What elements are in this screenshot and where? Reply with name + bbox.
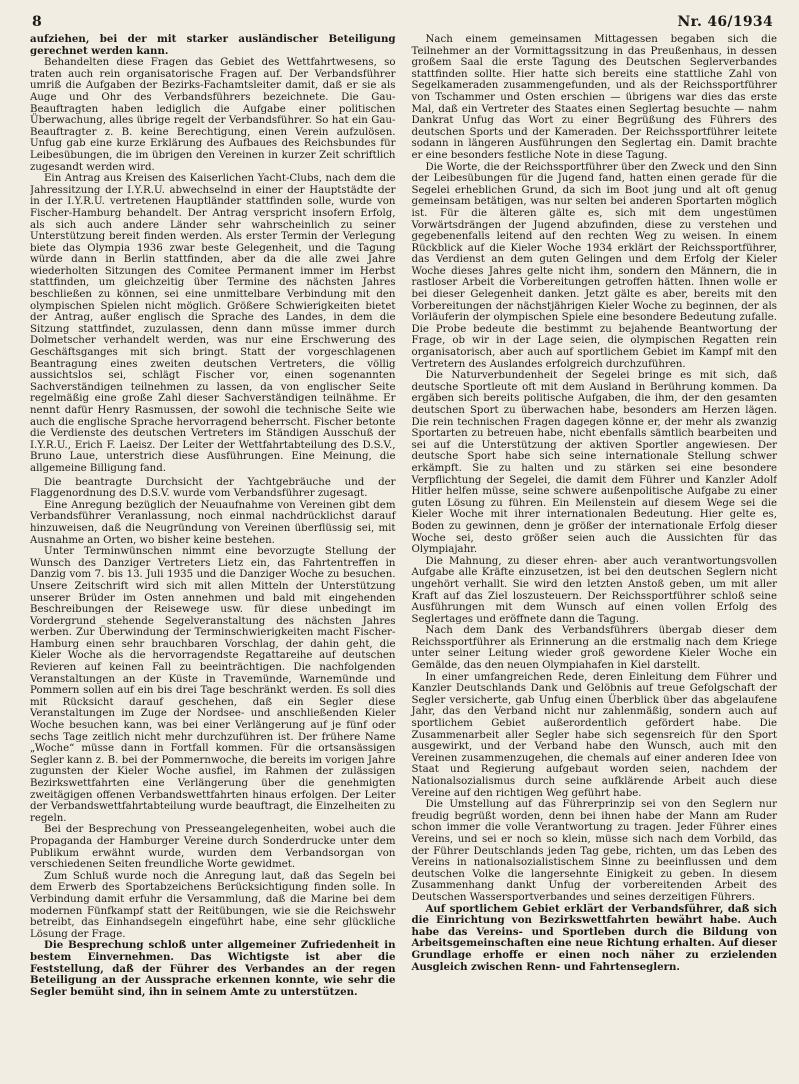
page-header (30, 8, 777, 34)
paragraph: Bei der Besprechung von Presseangelegenheiten, wobei auch die Propaganda der Hamburger Vereine durch Sonderdrucke unter dem Publikum erwähnt wurde, wurden dem Verbandsorgan von verschiedenen Seiten freundliche Worte gewidmet. (30, 824, 396, 871)
paragraph: Eine Anregung bezüglich der Neuaufnahme von Vereinen gibt dem Verbandsführer Veranlassung, noch einmal nachdrücklichst darauf hinzuweisen, daß die Neugründung von Vereinen überflüssig sei, mit Ausnahme an Orten, wo bisher keine bestehen. (30, 499, 396, 546)
paragraph: In einer umfangreichen Rede, deren Einleitung dem Führer und Kanzler Deutschlands Dank und Gelöbnis auf treue Gefolgschaft der Segler versicherte, gab Unfug einen Überblick über das abgelaufene Jahr, das den Verband nicht nur zahlenmäßig, sondern auch auf sportlichem Gebiet außerordentlich gefördert habe. Die Zusammenarbeit aller Segler habe sich segensreich für den Sport ausgewirkt, und der Verband habe den Wunsch, auch mit den Vereinen zusammenzugehen, die chemals auf einer anderen Idee von Staat und Regierung aufgebaut worden seien, nachdem der Nationalsozialismus durch seine aufklärende Arbeit auch diese Vereine auf den richtigen Weg geführt habe. (411, 671, 777, 799)
paragraph: Nach dem Dank des Verbandsführers übergab dieser dem Reichssportführer als Erinnerung an die erstmalig nach dem Kriege unter seiner Leitung wieder groß gewordene Kieler Woche ein Gemälde, das den neuen Olympiahafen in Kiel darstellt. (411, 625, 777, 672)
paragraph: Die Umstellung auf das Führerprinzip sei von den Seglern nur freudig begrüßt worden, denn bei ihnen habe der Mann am Ruder schon immer die volle Verantwortung zu tragen. Jeder Führer eines Vereins, und sei er noch so klein, müsse sich nach dem Vorbild, das der Führer Deutschlands jeden Tag gebe, richten, um das Leben des Vereins in nationalsozialistischem Sinne zu beeinflussen und dem deutschen Volke die langersehnte Einigkeit zu geben. In diesem Zusammenhang dankt Unfug der vorbereitenden Arbeit des Deutschen Wassersportverbandes und seines derzeitigen Führers. (411, 799, 777, 903)
paragraph: Die Mahnung, zu dieser ehren- aber auch verantwortungsvollen Aufgabe alle Kräfte einzusetzen, ist bei den deutschen Seglern nicht ungehört verhallt. Sie wird den letzten Anstoß geben, um mit aller Kraft auf das Ziel loszusteuern. Der Reichssportführer schloß seine Ausführungen mit dem Wunsch auf einen vollen Erfolg des Seglertages und eröffnete dann die Tagung. (411, 555, 777, 625)
paragraph: Ein Antrag aus Kreisen des Kaiserlichen Yacht-Clubs, nach dem die Jahressitzung der I.Y.R.U. abwechselnd in einer der Hauptstädte der in der I.Y.R.U. vertretenen Hauptländer stattfinden solle, wurde von Fischer-Hamburg behandelt. Der Antrag verspricht insofern Erfolg, als sich auch andere Länder sehr wahrscheinlich zu seiner Unterstützung bereit finden werden. Als erster Termin der Verlegung biete das Olympia 1936 zwar beste Gelegenheit, und die Tagung würde dann in Berlin stattfinden, aber da die alle zwei Jahre wiederholten Sitzungen des Comitee Permanent immer im Herbst stattfinden, um gleichzeitig über Termine des nächsten Jahres beschließen zu können, sei eine unmittelbare Verbindung mit den olympischen Spielen nicht möglich. Größere Schwierigkeiten bietet der Antrag, außer englisch die Sprache des Landes, in dem die Sitzung stattfindet, zuzulassen, denn dann müsse immer durch Dolmetscher verhandelt werden, was nur eine Erschwerung des Geschäftsganges mit sich bringt. Statt der vorgeschlagenen Beantragung eines zweiten deutschen Vertreters, die völlig aussichtslos sei, schlägt Fischer vor, einen sogenannten Sachverständigen teilnehmen zu lassen, da von englischer Seite regelmäßig eine große Zahl dieser Sachverständigen teilnähme. Er nennt dafür Henry Rasmussen, der sowohl die technische Seite wie auch die englische Sprache hervorragend beherrscht. Fischer betonte die Verdienste des deutschen Vertreters im Ständigen Ausschuß der I.Y.R.U., Erich F. Laeisz. Der Leiter der Wettfahrtabteilung des D.S.V., Bruno Laue, unterstrich diese Ausführungen. Eine Meinung, die allgemeine Billigung fand. (30, 173, 396, 474)
paragraph: aufziehen, bei der mit starker ausländischer Beteiligung gerechnet werden kann. (30, 34, 396, 57)
paragraph: Die Naturverbundenheit der Segelei bringe es mit sich, daß deutsche Sportleute oft mit dem Ausland in Berührung kommen. Da ergäben sich bereits politische Aufgaben, die ihm, der den gesamten deutschen Sport zu überwachen habe, besonders am Herzen lägen. Die rein technischen Fragen dagegen könne er, der mehr als zwanzig Sportarten zu betreuen habe, nicht ebenfalls sämtlich bearbeiten und sei auf die Unterstützung der aktiven Sportler angewiesen. Der deutsche Sport habe sich seine internationale Stellung schwer erkämpft. Sie zu halten und zu stärken sei eine besondere Verpflichtung der Segelei, die damit dem Führer und Kanzler Adolf Hitler helfen müsse, seine schwere außenpolitische Aufgabe zu einer guten Lösung zu führen. Ein Meilenstein auf diesem Wege sei die Kieler Woche mit ihrer internationalen Bedeutung. Hier gelte es, Boden zu gewinnen, denn je größer der internationale Erfolg dieser Woche sei, desto größer seien auch die Aussichten für das Olympiajahr. (411, 370, 777, 556)
paragraph: Zum Schluß wurde noch die Anregung laut, daß das Segeln bei dem Erwerb des Sportabzeichens Berücksichtigung finden solle. In Verbindung damit erfuhr die Versammlung, daß die Marine bei dem modernen Fünfkampf statt der Reitübungen, wie sie die Reichswehr betreibt, das Einhandsegeln eingeführt habe, eine sehr glückliche Lösung der Frage. (30, 870, 396, 940)
paragraph: Unter Terminwünschen nimmt eine bevorzugte Stellung der Wunsch des Danziger Vertreters Lietz ein, das Fahrtentreffen in Danzig vom 7. bis 13. Juli 1935 und die Danziger Woche zu besuchen. Unsere Zeitschrift wird sich mit allen Mitteln der Unterstützung unserer Brüder im Osten annehmen und bald mit eingehenden Beschreibungen der Reisewege usw. für diese unbedingt im Vordergrund stehende Segelveranstaltung des nächsten Jahres werben. Zur Überwindung der Terminschwierigkeiten macht Fischer-Hamburg einen sehr brauchbaren Vorschlag, der dahin geht, die Kieler Woche als die hervorragendste Regattareihe auf deutschen Revieren auf keinen Fall zu beeinträchtigen. Die nachfolgenden Veranstaltungen an der Küste in Travemünde, Warnemünde und Pommern sollen auf ein bis drei Tage beschränkt werden. Es soll dies mit Rücksicht darauf geschehen, daß ein Segler diese Veranstaltungen im Zuge der Nordsee- und anschließenden Kieler Woche besuchen kann, was bei einer Verlängerung auf je fünf oder sechs Tage zeitlich nicht mehr durchzuführen ist. Der frühere Name „Woche“ müsse dann in Fortfall kommen. Für die ortsansässigen Segler kann z. B. bei der Pommernwoche, die bereits im vorigen Jahre zugunsten der Kieler Woche ausfiel, im Rahmen der zulässigen Bezirkswettfahrten eine Verlängerung über die genehmigten zweitägigen offenen Verbandswettfahrten hinaus erfolgen. Der Leiter der Verbandswettfahrtabteilung wurde beauftragt, die Einzelheiten zu regeln. (30, 546, 396, 824)
page-number: 8 (32, 14, 42, 30)
paragraph: Nach einem gemeinsamen Mittagessen begaben sich die Teilnehmer an der Vormittagssitzung in das Preußenhaus, in dessen großem Saal die erste Tagung des Deutschen Seglerverbandes stattfinden sollte. Hier hatte sich bereits eine stattliche Zahl von Segelkameraden zusammengefunden, und als der Reichssportführer von Tschammer und Osten erschien — übrigens war dies das erste Mal, daß ein Vertreter des Staates einen Seglertag besuchte — nahm Dankrat Unfug das Wort zu einer Begrüßung des Führers des deutschen Sports und der Kameraden. Der Reichssportführer leitete sodann in längeren Ausführungen den Seglertag ein. Damit brachte er eine besonders festliche Note in diese Tagung. (411, 34, 777, 161)
paragraph: Die Worte, die der Reichssportführer über den Zweck und den Sinn der Leibesübungen für die Jugend fand, hatten einen gerade für die Segelei erheblichen Grund, da sich im Boot jung und alt oft genug gemeinsam betätigen, was nur selten bei anderen Sportarten möglich ist. Für die älteren gälte es, sich mit dem ungestümen Vorwärtsdrängen der Jugend abzufinden, diese zu verstehen und gegebenenfalls leitend auf den rechten Weg zu weisen. In einem Rückblick auf die Kieler Woche 1934 erklärt der Reichssportführer, das Verdienst an dem guten Gelingen und dem Erfolg der Kieler Woche dieses Jahres gelte nicht ihm, sondern den Männern, die in rastloser Arbeit die Vorbereitungen getroffen hätten. Ihnen wolle er bei dieser Gelegenheit danken. Jetzt gälte es aber, bereits mit den Vorbereitungen der nächstjährigen Kieler Woche zu beginnen, der als Vorläuferin der olympischen Spiele eine besondere Bedeutung zufalle. Die Probe bedeute die bestimmt zu bejahende Beantwortung der Frage, ob wir in der Lage seien, die olympischen Regatten rein organisatorisch, aber auch auf sportlichem Gebiet im Kampf mit den Vertretern des Auslandes erfolgreich durchzuführen. (411, 161, 777, 370)
paragraph: Die Besprechung schloß unter allgemeiner Zufriedenheit in bestem Einvernehmen. Das Wichtigste ist aber die Feststellung, daß der Führer des Verbandes an der regen Beteiligung an der Aussprache erkennen konnte, wie sehr die Segler bemüht sind, ihn in seinem Amte zu unterstützen. (30, 939, 396, 998)
article-columns (30, 34, 777, 1074)
left-column (30, 34, 396, 1074)
paragraph: Die beantragte Durchsicht der Yachtgebräuche und der Flaggenordnung des D.S.V. wurde vom Verbandsführer zugesagt. (30, 476, 396, 500)
issue-number: Nr. 46/1934 (677, 14, 773, 30)
paragraph: Auf sportlichem Gebiet erklärt der Verbandsführer, daß sich die Einrichtung von Bezirkswettfahrten bewährt habe. Auch habe das Vereins- und Sportleben durch die Bildung von Arbeitsgemeinschaften eine neue Richtung erhalten. Auf dieser Grundlage erhoffe er einen noch näher zu erzielenden Ausgleich zwischen Renn- und Fahrtenseglern. (411, 902, 777, 973)
right-column (412, 34, 778, 1074)
paragraph: Behandelten diese Fragen das Gebiet des Wettfahrtwesens, so traten auch rein organisatorische Fragen auf. Der Verbandsführer umriß die Aufgaben der Bezirks-Fachamtsleiter damit, daß er sie als Auge und Ohr des Verbandsführers bezeichnete. Die Gau-Beauftragten haben lediglich die Aufgabe einer politischen Überwachung, alles übrige regelt der Verbandsführer. So hat ein Gau-Beauftragter z. B. keine Berechtigung, einen Verein aufzulösen. Unfug gab eine kurze Erklärung des Aufbaues des Reichsbundes für Leibesübungen, die im übrigen den Vereinen in kurzer Zeit schriftlich zugesandt werden wird. (30, 57, 396, 173)
